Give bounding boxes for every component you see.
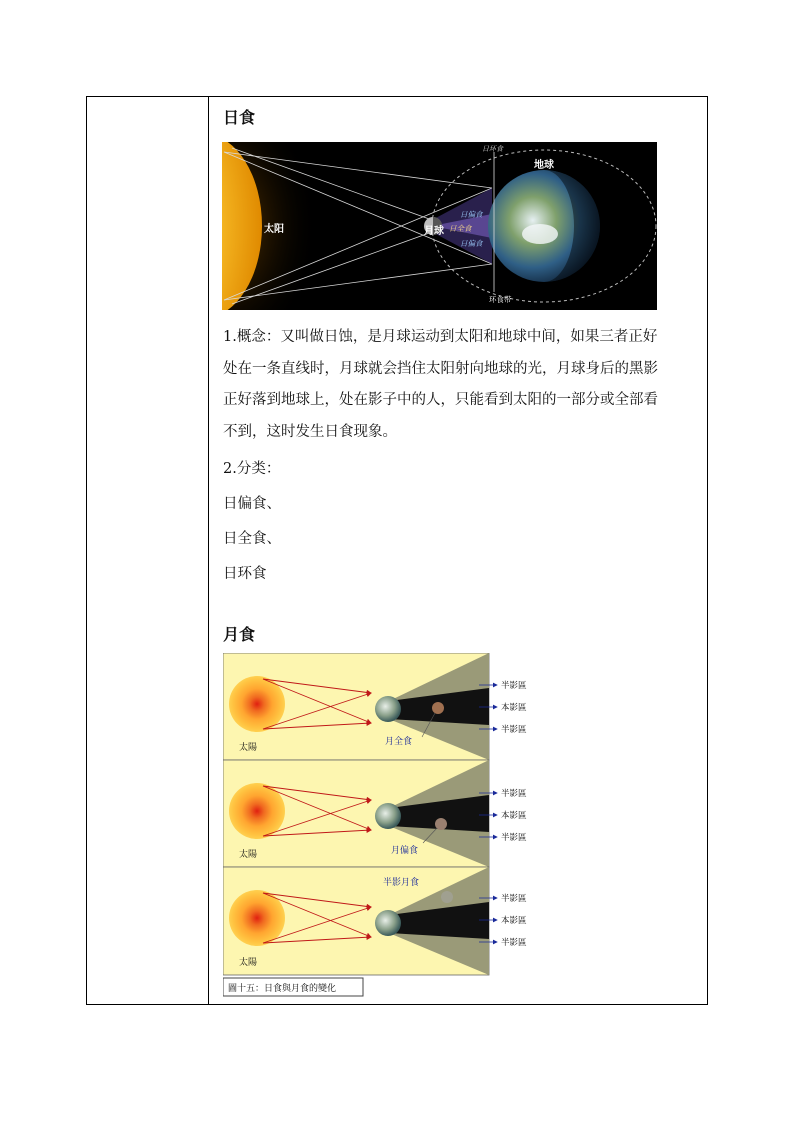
label-total: 日全食 xyxy=(449,224,472,233)
moon-label: 月偏食 xyxy=(391,846,419,856)
classification-label: 2.分类： xyxy=(223,461,281,477)
moon-label: 月全食 xyxy=(385,737,413,747)
zone-label: 半影區 xyxy=(501,894,527,904)
zone-label: 半影區 xyxy=(501,938,527,948)
zone-label: 本影區 xyxy=(501,916,527,926)
zone-label: 本影區 xyxy=(501,811,527,821)
label-partial-2: 日偏食 xyxy=(460,239,483,248)
label-partial-1: 日偏食 xyxy=(460,210,483,219)
concept-line: 正好落到地球上，处在影子中的人，只能看到太阳的一部分或全部看 xyxy=(223,392,658,408)
concept-line: 不到，这时发生日食现象。 xyxy=(223,423,397,440)
type-annular: 日环食 xyxy=(223,566,267,582)
zone-label: 半影區 xyxy=(501,833,527,843)
label-belt: 环食带 xyxy=(489,295,512,304)
lunar-panel-partial xyxy=(223,760,527,867)
label-earth: 地球 xyxy=(534,160,554,171)
lunar-eclipse-figure xyxy=(223,653,543,1003)
label-annular: 日环食 xyxy=(482,145,503,153)
lunar-eclipse-title: 月食 xyxy=(223,625,256,644)
moon-label: 半影月食 xyxy=(383,878,420,888)
concept-line: 1.概念：又叫做日蚀，是月球运动到太阳和地球中间，如果三者正好 xyxy=(223,329,658,345)
sun-label: 太陽 xyxy=(239,743,258,753)
content-table xyxy=(86,96,708,1005)
sun-label: 太陽 xyxy=(239,958,258,968)
lunar-panel-total xyxy=(223,653,527,760)
zone-label: 半影區 xyxy=(501,681,527,691)
label-sun: 太阳 xyxy=(264,224,284,235)
concept-paragraph xyxy=(223,322,701,448)
solar-eclipse-figure xyxy=(222,142,657,310)
content-cell xyxy=(209,97,707,1004)
type-partial: 日偏食、 xyxy=(223,496,281,512)
zone-label: 本影區 xyxy=(501,703,527,713)
sun-label: 太陽 xyxy=(239,850,258,860)
lunar-panel-penumbral xyxy=(223,867,527,975)
concept-line: 处在一条直线时，月球就会挡住太阳射向地球的光，月球身后的黑影 xyxy=(223,360,658,377)
figure-caption: 圖十五：日食與月食的變化 xyxy=(228,984,337,994)
zone-label: 半影區 xyxy=(501,789,527,799)
solar-eclipse-title: 日食 xyxy=(223,108,256,127)
label-moon: 月球 xyxy=(424,226,444,237)
zone-label: 半影區 xyxy=(501,725,527,735)
type-total: 日全食、 xyxy=(223,531,281,547)
